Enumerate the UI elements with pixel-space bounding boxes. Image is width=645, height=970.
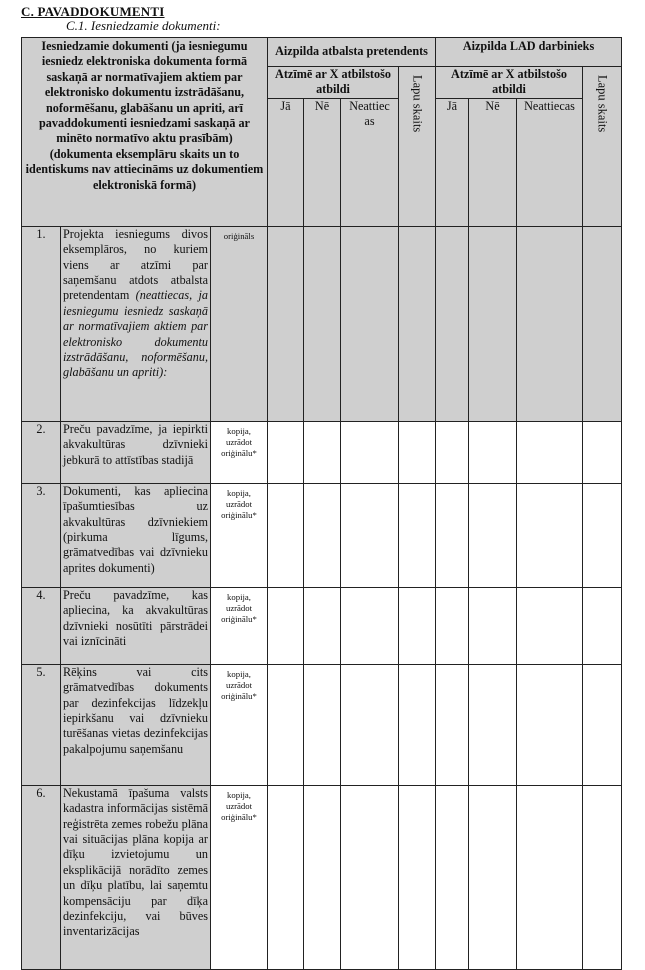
applicant-yes-cell bbox=[268, 483, 304, 587]
lad-yes-cell bbox=[436, 226, 469, 421]
row-type: kopija, uzrādot oriģinālu* bbox=[211, 421, 268, 483]
documents-header: Iesniedzamie dokumenti (ja iesniegumu iesniedz elektroniska dokumenta formā saskaņā ar normatīvajiem aktiem par elektronisko dokumentu izstrādāšanu, noformēšanu, glabāšanu un apriti, arī pavaddokumenti iesniedzami saskaņā ar minēto normatīvo aktu prasībām) (dokumenta eksemplāru skaits un to identiskums nav attiecināms uz dokumentiem elektroniskā formā) bbox=[22, 38, 268, 227]
applicant-no-cell bbox=[304, 483, 341, 587]
applicant-no-cell bbox=[304, 664, 341, 785]
applicant-pages-cell bbox=[399, 421, 436, 483]
lad-na-cell bbox=[517, 226, 583, 421]
applicant-pages-cell bbox=[399, 785, 436, 969]
lad-pages-cell bbox=[583, 421, 622, 483]
documents-table bbox=[21, 37, 622, 970]
applicant-pages-cell bbox=[399, 226, 436, 421]
lad-na-cell bbox=[517, 785, 583, 969]
lad-pages-cell bbox=[583, 587, 622, 664]
applicant-na-cell bbox=[341, 785, 399, 969]
applicant-yes-cell bbox=[268, 421, 304, 483]
lad-yes-cell bbox=[436, 587, 469, 664]
section-subtitle: C.1. Iesniedzamie dokumenti: bbox=[66, 18, 221, 33]
row-type: kopija, uzrādot oriģinālu* bbox=[211, 483, 268, 587]
applicant-na-cell bbox=[341, 226, 399, 421]
applicant-no-cell bbox=[304, 785, 341, 969]
row-number: 1. bbox=[22, 226, 61, 421]
applicant-pages-cell bbox=[399, 587, 436, 664]
lad-no-cell bbox=[469, 664, 517, 785]
row-type: kopija, uzrādot oriģinālu* bbox=[211, 664, 268, 785]
row-document: Preču pavadzīme, ja iepirkti akvakultūras dzīvnieki jebkurā to attīstības stadijā bbox=[61, 421, 211, 483]
applicant-pages-cell bbox=[399, 483, 436, 587]
lad-na-cell bbox=[517, 421, 583, 483]
lad-pages-cell bbox=[583, 483, 622, 587]
lad-pages-cell bbox=[583, 664, 622, 785]
lad-no-cell bbox=[469, 483, 517, 587]
lad-yes-cell bbox=[436, 664, 469, 785]
row-type: kopija, uzrādot oriģinālu* bbox=[211, 587, 268, 664]
row-number: 5. bbox=[22, 664, 61, 785]
row-document: Dokumenti, kas apliecina īpašumtiesības uz akvakultūras dzīvniekiem (pirkuma līgums, grāmatvedības vai dzīvnieku aprites dokumenti) bbox=[61, 483, 211, 587]
row-document: Preču pavadzīme, kas apliecina, ka akvakultūras dzīvnieki nosūtīti pārstrādei vai iznīcināti bbox=[61, 587, 211, 664]
applicant-na-cell bbox=[341, 483, 399, 587]
table-row bbox=[22, 421, 622, 483]
lad-no-cell bbox=[469, 587, 517, 664]
lad-na-cell bbox=[517, 587, 583, 664]
row-type: kopija, uzrādot oriģinālu* bbox=[211, 785, 268, 969]
row-document bbox=[61, 226, 211, 421]
lad-no-cell bbox=[469, 421, 517, 483]
lad-pages-cell bbox=[583, 226, 622, 421]
row-number: 2. bbox=[22, 421, 61, 483]
applicant-yes-cell bbox=[268, 785, 304, 969]
row-text: Projekta iesniegums divos eksemplāros, no kuriem viens ar atzīmi par saņemšanu atdots atbalsta pretendentam bbox=[63, 226, 208, 303]
lad-na-cell bbox=[517, 483, 583, 587]
applicant-mark-label: Atzīmē ar X atbilstošo atbildi bbox=[268, 67, 399, 99]
row-type: oriģināls bbox=[211, 226, 268, 421]
applicant-na-cell bbox=[341, 664, 399, 785]
row-number: 3. bbox=[22, 483, 61, 587]
row-document: Nekustamā īpašuma valsts kadastra informācijas sistēmā reģistrēta zemes robežu plāna vai situācijas plāna kopija ar dīķu izvietojumu un eksplikācijā norādīto zemes un dīķu platību, lai saņemtu kompensāciju par dīķa dezinfekciju, vai būves inventarizācijas bbox=[61, 785, 211, 969]
applicant-na-header: Neattiecas bbox=[341, 98, 399, 226]
lad-yes-cell bbox=[436, 421, 469, 483]
lad-pages-label: Lapu skaits bbox=[595, 75, 610, 133]
row-document: Rēķins vai cits grāmatvedības dokuments par dezinfekcijas līdzekļu iepirkšanu vai dzīvnieku turēšanas vietas dezinfekcijas pakalpojumu saņemšanu bbox=[61, 664, 211, 785]
lad-mark-label: Atzīmē ar X atbilstošo atbildi bbox=[436, 67, 583, 99]
row-number: 4. bbox=[22, 587, 61, 664]
applicant-yes-cell bbox=[268, 587, 304, 664]
applicant-group-header: Aizpilda atbalsta pretendents bbox=[268, 38, 436, 67]
table-row bbox=[22, 226, 622, 421]
section-title: C. PAVADDOKUMENTI bbox=[21, 4, 165, 19]
applicant-no-cell bbox=[304, 421, 341, 483]
applicant-no-cell bbox=[304, 587, 341, 664]
lad-pages-cell bbox=[583, 785, 622, 969]
row-note: (neattiecas, ja iesniegumu iesniedz saskaņā ar normatīvajiem aktiem par elektronisko dokumentu izstrādāšanu, noformēšanu, glabāšanu un apriti): bbox=[63, 288, 209, 380]
lad-no-cell bbox=[469, 226, 517, 421]
lad-no-cell bbox=[469, 785, 517, 969]
applicant-pages-cell bbox=[399, 664, 436, 785]
applicant-pages-header bbox=[399, 67, 436, 227]
lad-pages-header bbox=[583, 67, 622, 227]
applicant-no-cell bbox=[304, 226, 341, 421]
lad-na-header: Neattiecas bbox=[517, 98, 583, 226]
row-number: 6. bbox=[22, 785, 61, 969]
applicant-na-cell bbox=[341, 421, 399, 483]
lad-yes-cell bbox=[436, 785, 469, 969]
lad-group-header: Aizpilda LAD darbinieks bbox=[436, 38, 622, 67]
lad-yes-header: Jā bbox=[436, 98, 469, 226]
table-row bbox=[22, 664, 622, 785]
table-row bbox=[22, 785, 622, 969]
applicant-yes-header: Jā bbox=[268, 98, 304, 226]
lad-yes-cell bbox=[436, 483, 469, 587]
table-row bbox=[22, 483, 622, 587]
lad-no-header: Nē bbox=[469, 98, 517, 226]
applicant-na-cell bbox=[341, 587, 399, 664]
lad-na-cell bbox=[517, 664, 583, 785]
applicant-yes-cell bbox=[268, 226, 304, 421]
applicant-no-header: Nē bbox=[304, 98, 341, 226]
applicant-yes-cell bbox=[268, 664, 304, 785]
table-row bbox=[22, 587, 622, 664]
applicant-pages-label: Lapu skaits bbox=[410, 75, 425, 133]
